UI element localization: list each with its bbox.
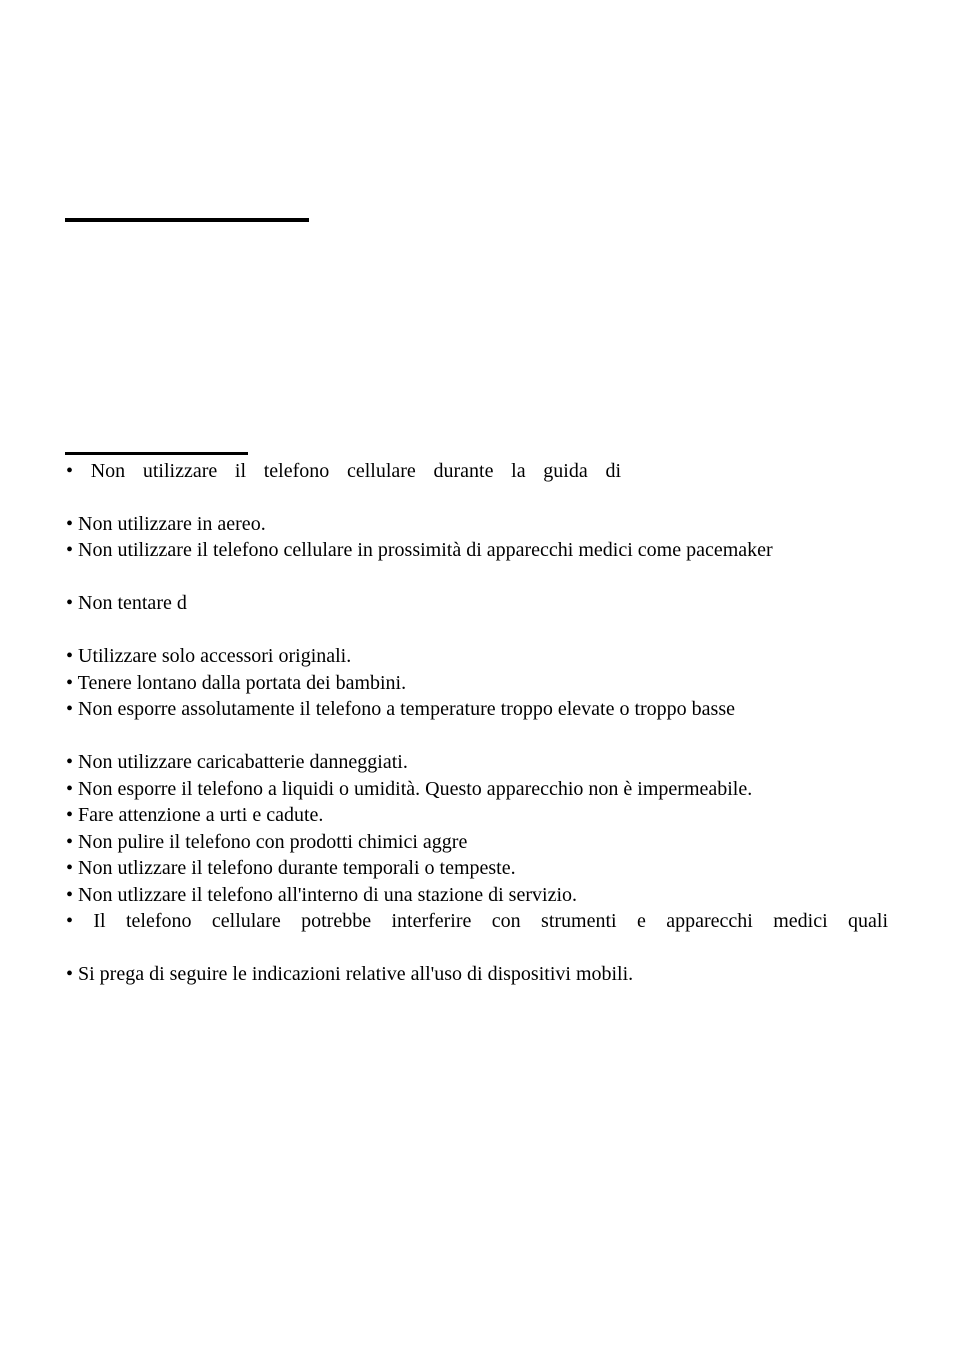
list-item: • Fare attenzione a urti e cadute. — [66, 804, 324, 826]
list-item: • Non utilizzare caricabatterie danneggiati. — [66, 751, 408, 773]
list-item: • Non utilizzare in aereo. — [66, 513, 266, 535]
list-item: • Non esporre il telefono a liquidi o umidità. Questo apparecchio non è impermeabile. — [66, 778, 753, 800]
list-item: • Non pulire il telefono con prodotti chimici aggre — [66, 831, 468, 853]
heading-rule — [65, 218, 309, 222]
list-item: • Non utilizzare il telefono cellulare durante la guida di — [66, 460, 621, 482]
list-item: • Il telefono cellulare potrebbe interferire con strumenti e apparecchi medici quali — [66, 910, 888, 932]
list-item: • Non utlizzare il telefono all'interno di una stazione di servizio. — [66, 884, 577, 906]
list-item: • Utilizzare solo accessori originali. — [66, 645, 352, 667]
list-item: • Non utilizzare il telefono cellulare in prossimità di apparecchi medici come pacemaker — [66, 539, 773, 561]
section-rule — [65, 452, 248, 455]
list-item: • Non tentare d — [66, 592, 187, 614]
list-item: • Non utlizzare il telefono durante temporali o tempeste. — [66, 857, 516, 879]
list-item: • Non esporre assolutamente il telefono a temperature troppo elevate o troppo basse — [66, 698, 735, 720]
list-item: • Tenere lontano dalla portata dei bambini. — [66, 672, 407, 694]
list-item: • Si prega di seguire le indicazioni relative all'uso di dispositivi mobili. — [66, 963, 634, 985]
